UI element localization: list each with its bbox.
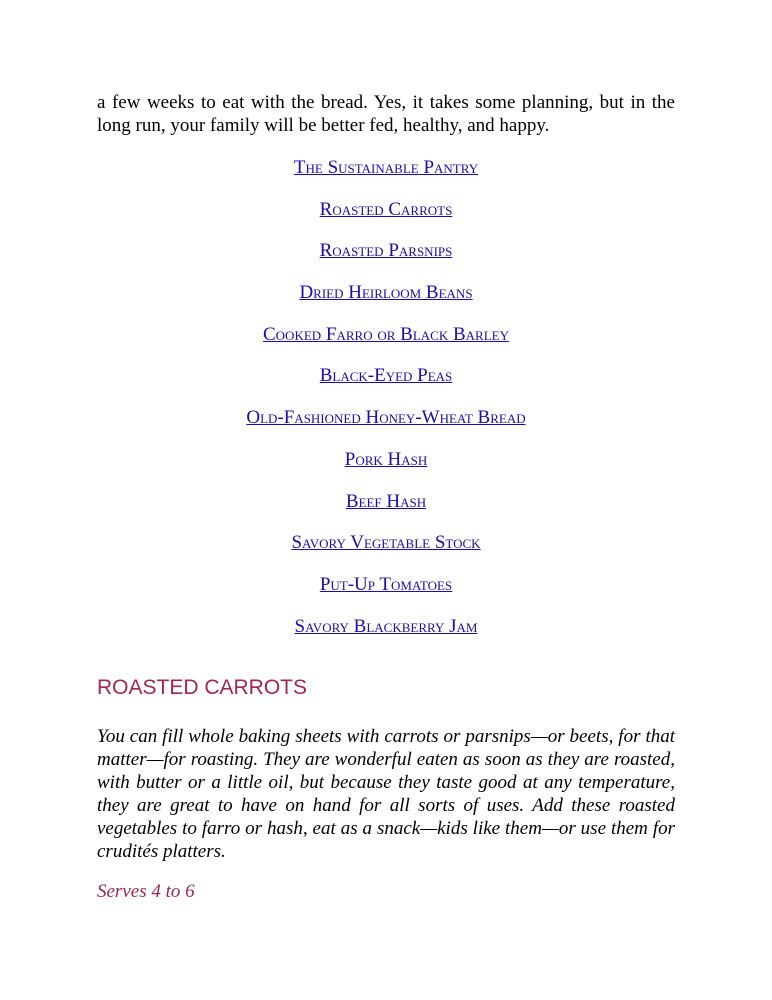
link-the-sustainable-pantry[interactable]: The Sustainable Pantry	[293, 157, 479, 178]
list-item	[97, 320, 675, 362]
intro-paragraph: a few weeks to eat with the bread. Yes, it takes some planning, but in the long run, your family will be better fed, healthy, and happy.	[97, 92, 675, 136]
link-roasted-carrots[interactable]: Roasted Carrots	[319, 198, 453, 220]
recipe-title: ROASTED CARROTS	[97, 676, 308, 700]
list-item	[97, 570, 675, 612]
link-savory-vegetable-stock[interactable]: Savory Vegetable Stock	[291, 532, 481, 554]
contents-links-list	[97, 153, 675, 653]
link-cooked-farro-or-black-barley[interactable]: Cooked Farro or Black Barley	[263, 323, 509, 345]
list-item	[97, 153, 675, 195]
list-item	[97, 612, 675, 654]
list-item	[97, 278, 675, 320]
link-black-eyed-peas[interactable]: Black-Eyed Peas	[319, 365, 453, 387]
page-content	[97, 91, 675, 903]
link-pork-hash[interactable]: Pork Hash	[344, 448, 428, 470]
list-item	[97, 528, 675, 570]
link-dried-heirloom-beans[interactable]: Dried Heirloom Beans	[299, 282, 473, 304]
link-put-up-tomatoes[interactable]: Put-Up Tomatoes	[319, 573, 453, 595]
list-item	[97, 236, 675, 278]
list-item	[97, 195, 675, 237]
list-item	[97, 487, 675, 529]
link-savory-blackberry-jam[interactable]: Savory Blackberry Jam	[294, 615, 478, 637]
link-beef-hash[interactable]: Beef Hash	[345, 490, 427, 512]
link-old-fashioned-honey-wheat-bread[interactable]: Old-Fashioned Honey-Wheat Bread	[246, 407, 526, 429]
list-item	[97, 361, 675, 403]
link-roasted-parsnips[interactable]: Roasted Parsnips	[319, 240, 453, 262]
recipe-headnote: You can fill whole baking sheets with carrots or parsnips—or beets, for that matter—for roasting. They are wonderful eaten as soon as they are roasted, with butter or a little oil, but because they taste good at any temperature, they are great to have on hand for all sorts of uses. Add these roasted vegetables to farro or hash, eat as a snack—kids like them—or use them for crudités platters.	[97, 726, 675, 863]
list-item	[97, 445, 675, 487]
list-item	[97, 403, 675, 445]
recipe-yield: Serves 4 to 6	[97, 881, 195, 903]
